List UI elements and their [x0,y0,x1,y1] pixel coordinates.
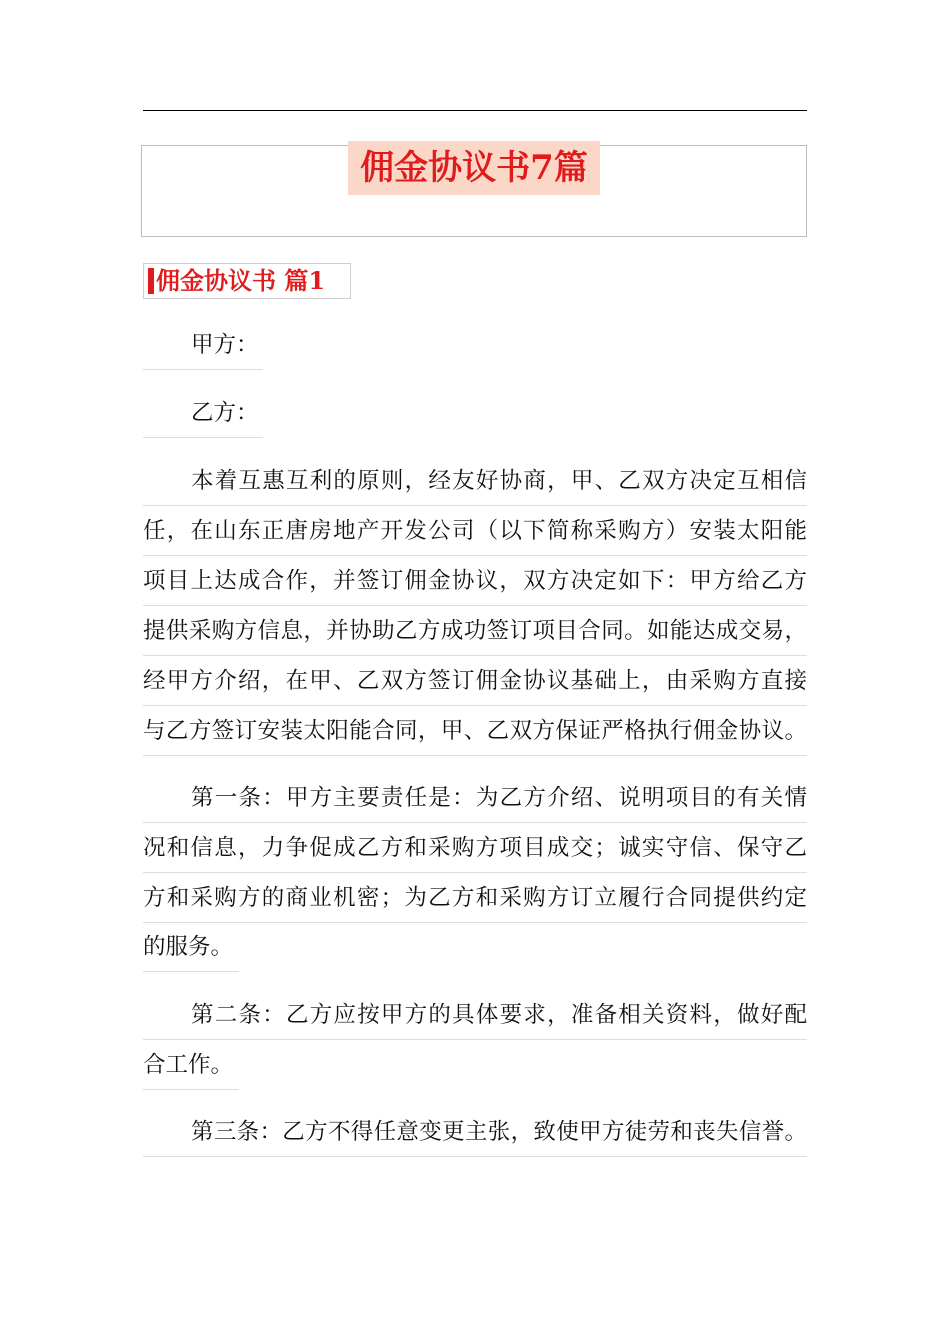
section-heading-text: 佣金协议书 篇1 [156,266,326,295]
document-title: 佣金协议书7篇 [348,141,600,195]
party-a-line: 甲方： [143,320,263,370]
para2-line-1: 第一条：甲方主要责任是：为乙方介绍、说明项目的有关情 [143,773,807,823]
para1-line-5: 经甲方介绍，在甲、乙双方签订佣金协议基础上，由采购方直接 [143,656,807,706]
para1-line-3: 项目上达成合作，并签订佣金协议，双方决定如下：甲方给乙方 [143,556,807,606]
header-rule [143,110,807,111]
para2-line-3: 方和采购方的商业机密；为乙方和采购方订立履行合同提供约定 [143,873,807,923]
section-heading [143,263,351,299]
para3-line-1: 第二条：乙方应按甲方的具体要求，准备相关资料，做好配 [143,990,807,1040]
para2-line-4: 的服务。 [143,922,239,972]
heading-marker [148,268,154,294]
para1-line-1: 本着互惠互利的原则，经友好协商，甲、乙双方决定互相信 [143,456,807,506]
para4-line-1: 第三条：乙方不得任意变更主张，致使甲方徒劳和丧失信誉。 [143,1107,807,1157]
para1-line-6: 与乙方签订安装太阳能合同，甲、乙双方保证严格执行佣金协议。 [143,706,807,756]
para2-line-2: 况和信息，力争促成乙方和采购方项目成交；诚实守信、保守乙 [143,823,807,873]
para3-line-2: 合工作。 [143,1040,239,1090]
para1-line-2: 任，在山东正唐房地产开发公司（以下简称采购方）安装太阳能 [143,506,807,556]
party-b-line: 乙方： [143,388,263,438]
para1-line-4: 提供采购方信息，并协助乙方成功签订项目合同。如能达成交易， [143,606,807,656]
